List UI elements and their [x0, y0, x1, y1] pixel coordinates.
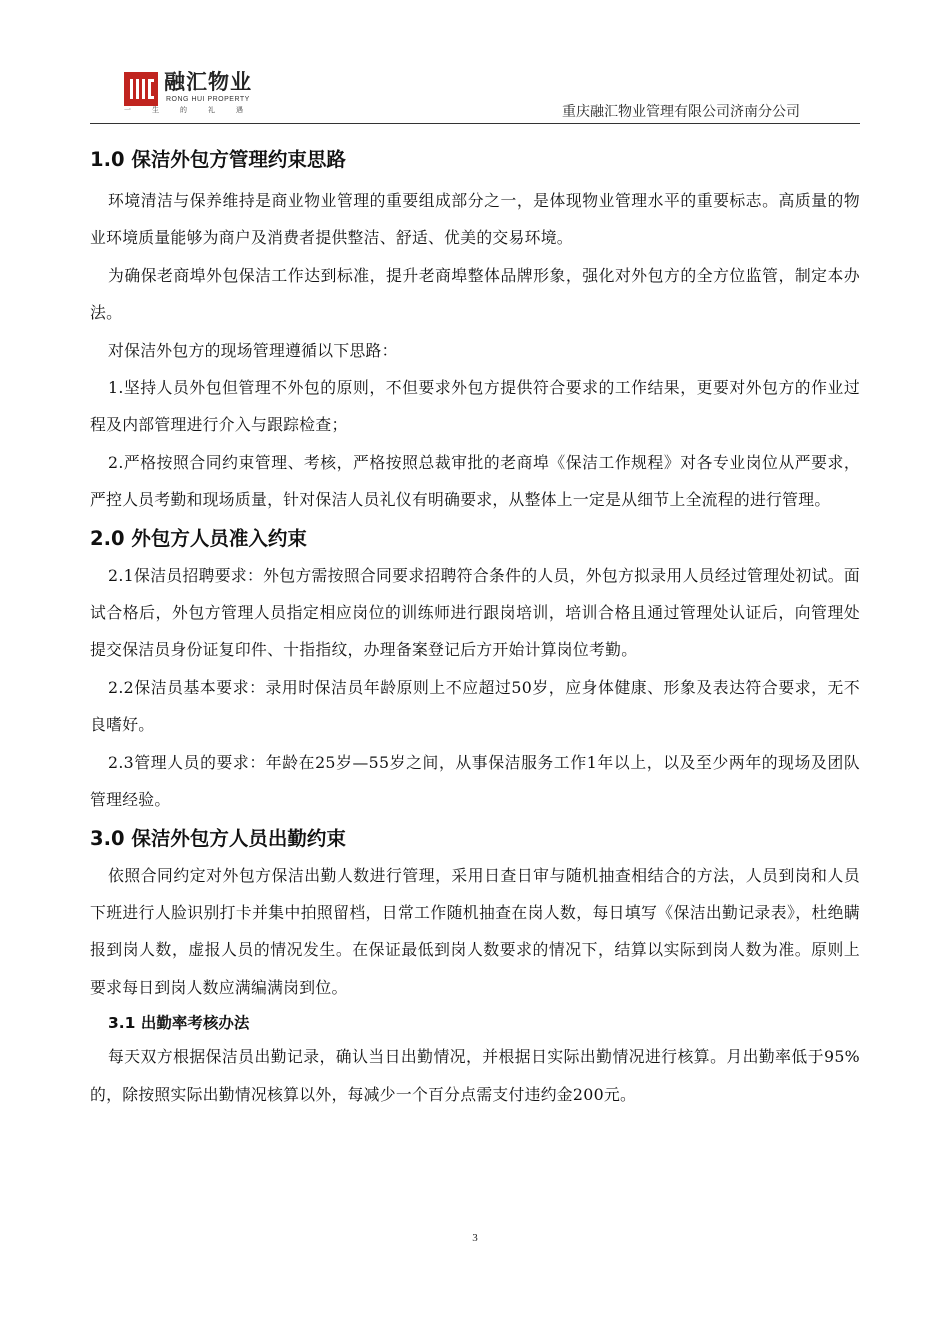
company-logo-icon: [124, 72, 158, 106]
paragraph: 2.严格按照合同约束管理、考核，严格按照总裁审批的老商埠《保洁工作规程》对各专业岗位从严要求，严控人员考勤和现场质量，针对保洁人员礼仪有明确要求，从整体上一定是从细节上全流程的进行管理。: [90, 452, 860, 510]
paragraph: 每天双方根据保洁员出勤记录，确认当日出勤情况，并根据日实际出勤情况进行核算。月出勤率低于95%的，除按照实际出勤情况核算以外，每减少一个百分点需支付违约金200元。: [90, 1047, 860, 1104]
paragraph: 环境清洁与保养维持是商业物业管理的重要组成部分之一，是体现物业管理水平的重要标志。高质量的物业环境质量能够为商户及消费者提供整洁、舒适、优美的交易环境。: [90, 191, 860, 248]
logo-chinese-name: 融汇物业: [164, 70, 252, 94]
document-body: [90, 136, 860, 1113]
header-divider: [90, 123, 860, 124]
paragraph: 对保洁外包方的现场管理遵循以下思路：: [108, 340, 398, 360]
page-number: 3: [472, 1232, 478, 1244]
section-heading: 1.0 保洁外包方管理约束思路: [90, 148, 346, 171]
subsection-heading: 3.1 出勤率考核办法: [108, 1014, 250, 1033]
section-heading: 2.0 外包方人员准入约束: [90, 526, 307, 550]
page-header: [90, 58, 860, 124]
paragraph: 1.坚持人员外包但管理不外包的原则，不但要求外包方提供符合要求的工作结果，更要对外包方的作业过程及内部管理进行介入与跟踪检查；: [90, 378, 860, 435]
section-heading: 3.0 保洁外包方人员出勤约束: [90, 826, 346, 850]
paragraph: 依照合同约定对外包方保洁出勤人数进行管理，采用日查日审与随机抽查相结合的方法，人员到岗和人员下班进行人脸识别打卡并集中拍照留档，日常工作随机抽查在岗人数，每日填写《保洁出勤记录表》，杜绝瞒报到岗人数，虚报人员的情况发生。在保证最低到岗人数要求的情况下，结算以实际到岗人数为准。原则上要求每日到岗人数应满编满岗到位。: [90, 865, 860, 997]
paragraph: 2.1保洁员招聘要求：外包方需按照合同要求招聘符合条件的人员，外包方拟录用人员经过管理处初试。面试合格后，外包方管理人员指定相应岗位的训练师进行跟岗培训，培训合格且通过管理处认证后，向管理处提交保洁员身份证复印件、十指指纹，办理备案登记后方开始计算岗位考勤。: [90, 565, 860, 660]
logo-english-name: RONG HUI PROPERTY: [166, 96, 250, 103]
paragraph: 2.2保洁员基本要求：录用时保洁员年龄原则上不应超过50岁，应身体健康、形象及表达符合要求，无不良嗜好。: [90, 677, 860, 735]
paragraph: 为确保老商埠外包保洁工作达到标准，提升老商埠整体品牌形象，强化对外包方的全方位监管，制定本办法。: [90, 265, 860, 323]
logo-slogan: 一生的礼遇: [124, 106, 264, 114]
paragraph: 2.3管理人员的要求：年龄在25岁—55岁之间，从事保洁服务工作1年以上，以及至少两年的现场及团队管理经验。: [90, 752, 860, 810]
company-name: 重庆融汇物业管理有限公司济南分公司: [562, 104, 800, 120]
